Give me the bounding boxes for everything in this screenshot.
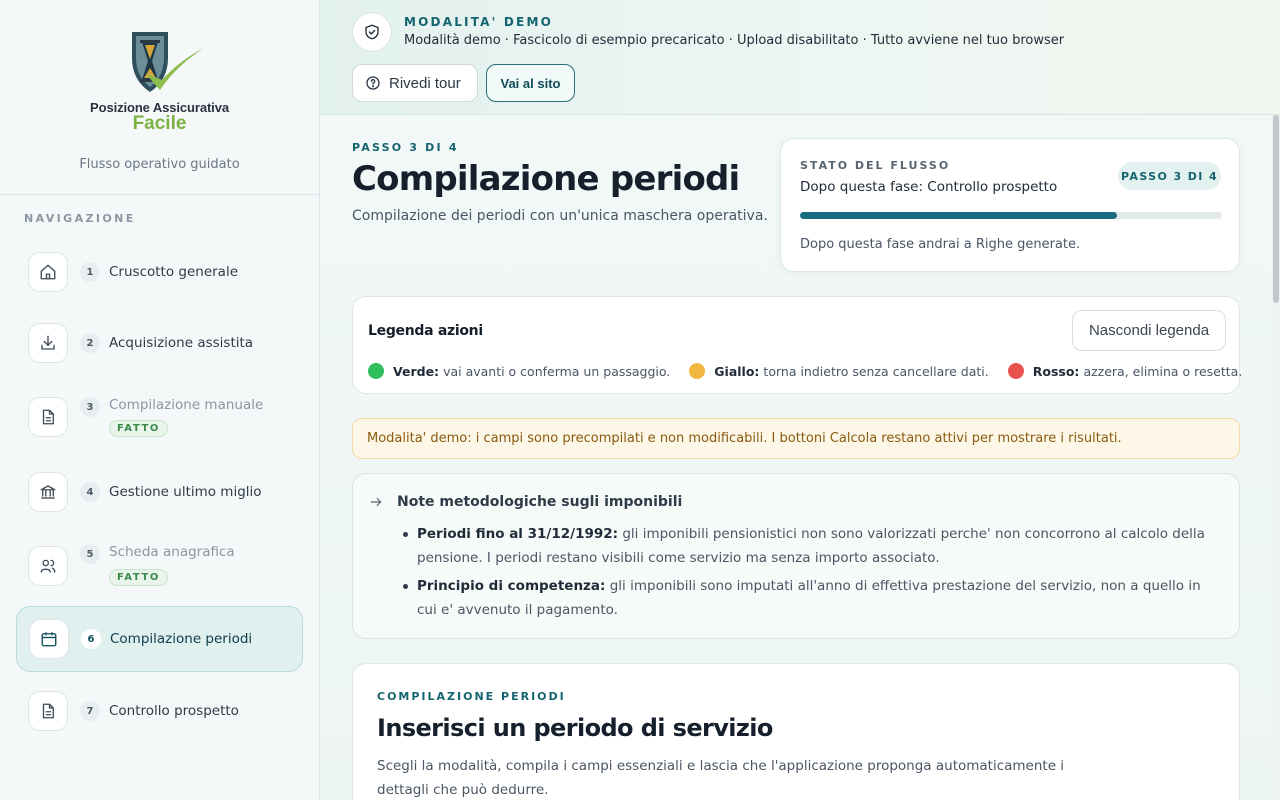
brand-tagline: Flusso operativo guidato	[79, 157, 240, 172]
legend-item-red	[1008, 363, 1243, 379]
sidebar-item-label: Acquisizione assistita	[109, 335, 254, 351]
demo-description: Modalità demo · Fascicolo di esempio precaricato · Upload disabilitato · Tutto avviene nel tuo browser	[404, 33, 1065, 48]
hide-legend-button[interactable]: Nascondi legenda	[1072, 310, 1226, 351]
sidebar-item-label: Controllo prospetto	[109, 703, 239, 719]
page-title: Compilazione periodi	[352, 159, 740, 199]
status-after-text: Dopo questa fase andrai a Righe generate.	[800, 237, 1081, 252]
sidebar-item-cruscotto[interactable]	[16, 239, 303, 305]
notes-title: Note metodologiche sugli imponibili	[397, 494, 683, 510]
nav-step-number: 2	[80, 333, 100, 353]
notes-list	[401, 522, 1221, 626]
review-tour-button[interactable]	[352, 64, 478, 102]
sidebar-item-label: Scheda anagrafica	[109, 544, 235, 560]
form-description: Scegli la modalità, compila i campi essenziali e lascia che l'applicazione proponga automaticamente i dettagli che può dedurre.	[377, 758, 1065, 798]
arrow-right-icon	[369, 495, 383, 509]
brand-name: Posizione Assicurativa	[90, 100, 229, 115]
legend-item-text: azzera, elimina o resetta.	[1083, 363, 1243, 379]
brand-logo	[110, 28, 210, 100]
flow-status-card	[780, 138, 1240, 272]
red-dot-icon	[1008, 363, 1024, 379]
scrollbar-thumb[interactable]	[1273, 115, 1279, 303]
period-form-card	[352, 663, 1240, 800]
nav-step-number: 1	[80, 262, 100, 282]
calendar-icon	[29, 619, 69, 659]
note-term: Principio di competenza:	[417, 578, 606, 594]
sidebar	[0, 0, 320, 800]
sidebar-item-compilazione-periodi[interactable]	[16, 606, 303, 672]
progress-fill	[800, 212, 1117, 219]
sidebar-item-acquisizione[interactable]	[16, 310, 303, 376]
legend-items	[368, 363, 1261, 379]
legend-title: Legenda azioni	[368, 323, 483, 339]
legend-item-text: vai avanti o conferma un passaggio.	[443, 363, 671, 379]
nav-step-number: 3	[80, 397, 100, 417]
demo-banner	[320, 0, 1280, 115]
legend-item-name: Verde:	[393, 363, 440, 379]
status-badge: FATTO	[109, 569, 168, 586]
demo-alert: Modalita' demo: i campi sono precompilati e non modificabili. I bottoni Calcola restano attivi per mostrare i risultati.	[352, 418, 1240, 459]
step-pill: PASSO 3 DI 4	[1118, 162, 1221, 190]
note-text: gli imponibili pensionistici non sono valorizzati perche' non concorrono al calcolo della pensione. I periodi restano visibili come servizio ma senza importo associato.	[417, 526, 1205, 566]
legend-item-yellow	[689, 363, 988, 379]
nav-step-number: 5	[80, 544, 100, 564]
download-icon	[28, 323, 68, 363]
document-icon	[28, 691, 68, 731]
document-icon	[28, 397, 68, 437]
shield-check-icon	[352, 12, 392, 52]
green-dot-icon	[368, 363, 384, 379]
go-to-site-button[interactable]: Vai al sito	[486, 64, 575, 102]
step-kicker: PASSO 3 DI 4	[352, 141, 459, 154]
sidebar-item-ultimo-miglio[interactable]	[16, 459, 303, 525]
note-text: gli imponibili sono imputati all'anno di effettiva prestazione del servizio, non a quello in cui e' avvenuto il pagamento.	[417, 578, 1201, 618]
list-item	[401, 522, 1221, 570]
progress-bar	[800, 212, 1222, 219]
help-circle-icon	[365, 75, 381, 91]
sidebar-item-scheda-anagrafica[interactable]	[16, 533, 303, 599]
page-subtitle: Compilazione dei periodi con un'unica maschera operativa.	[352, 208, 768, 224]
review-tour-label: Rivedi tour	[389, 74, 461, 92]
demo-title: MODALITA' DEMO	[404, 15, 553, 29]
users-icon	[28, 546, 68, 586]
legend-item-green	[368, 363, 670, 379]
legend-item-text: torna indietro senza cancellare dati.	[763, 363, 989, 379]
sidebar-item-label: Cruscotto generale	[109, 264, 239, 280]
brand-name-accent: Facile	[132, 113, 187, 134]
note-term: Periodi fino al 31/12/1992:	[417, 526, 619, 542]
nav-step-number: 7	[80, 701, 100, 721]
sidebar-item-compilazione-manuale[interactable]	[16, 384, 303, 450]
nav-heading: NAVIGAZIONE	[24, 212, 136, 225]
brand	[0, 0, 319, 195]
home-icon	[28, 252, 68, 292]
main-content	[320, 115, 1272, 800]
status-next-phase: Dopo questa fase: Controllo prospetto	[800, 179, 1058, 195]
bank-icon	[28, 472, 68, 512]
status-kicker: STATO DEL FLUSSO	[800, 159, 951, 172]
main-scrollbar[interactable]	[1272, 115, 1280, 800]
sidebar-item-label: Compilazione manuale	[109, 397, 264, 413]
notes-toggle[interactable]	[369, 494, 682, 510]
nav-step-number: 4	[80, 482, 100, 502]
form-title: Inserisci un periodo di servizio	[377, 714, 773, 742]
legend-item-name: Rosso:	[1032, 363, 1080, 379]
legend-item-name: Giallo:	[714, 363, 760, 379]
sidebar-item-label: Gestione ultimo miglio	[109, 484, 262, 500]
nav-step-number: 6	[81, 629, 101, 649]
yellow-dot-icon	[689, 363, 705, 379]
form-kicker: COMPILAZIONE PERIODI	[377, 690, 566, 703]
legend-card	[352, 296, 1243, 394]
methodology-notes[interactable]	[352, 473, 1240, 639]
sidebar-item-label: Compilazione periodi	[110, 631, 253, 647]
sidebar-item-controllo-prospetto[interactable]	[16, 678, 303, 744]
list-item	[401, 574, 1221, 622]
status-badge: FATTO	[109, 420, 168, 437]
